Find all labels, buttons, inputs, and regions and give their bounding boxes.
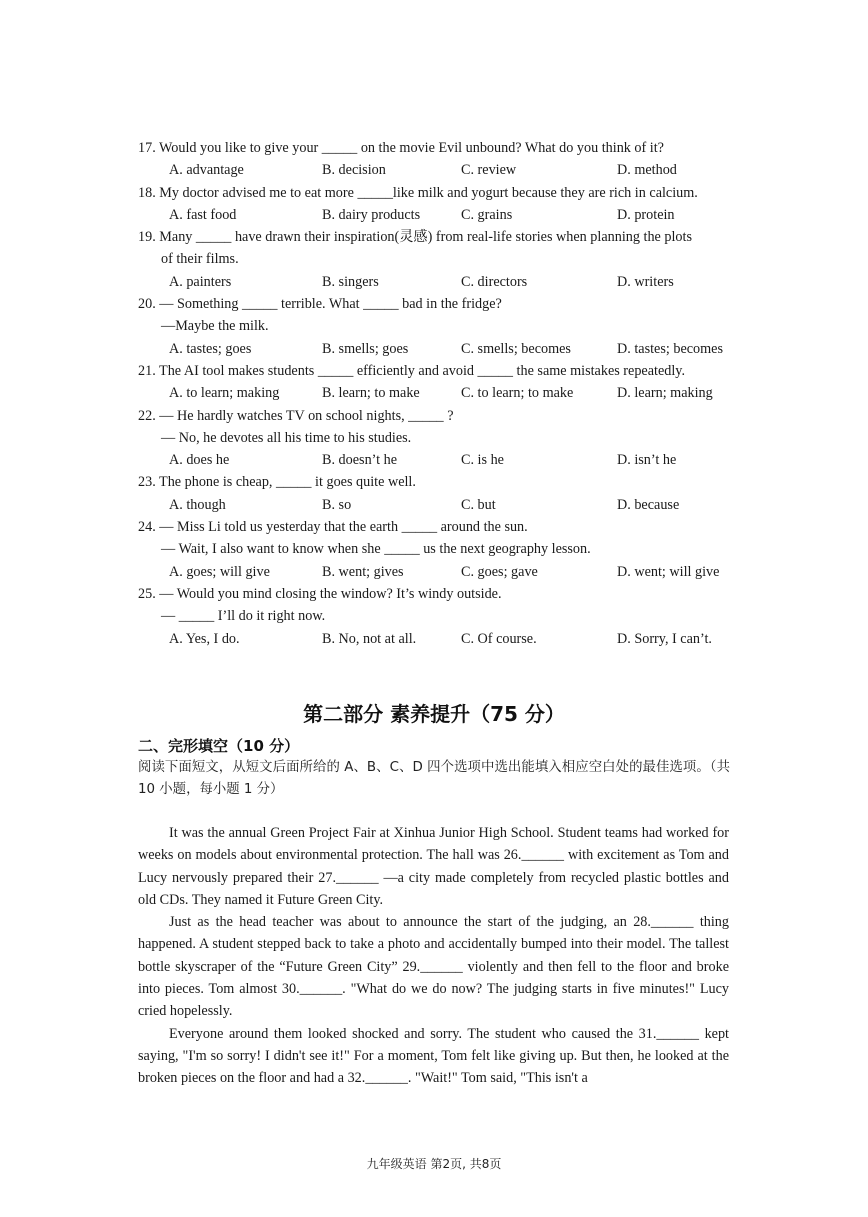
- option-a: A. goes; will give: [169, 563, 270, 580]
- option-d: D. writers: [617, 273, 674, 290]
- option-a: A. advantage: [169, 162, 244, 179]
- option-b: B. learn; to make: [322, 385, 420, 402]
- options-row: [138, 271, 738, 293]
- question-stem: 24. — Miss Li told us yesterday that the earth _____ around the sun.: [138, 519, 528, 536]
- question-stem: 17. Would you like to give your _____ on the movie Evil unbound? What do you think of it?: [138, 140, 664, 156]
- options-row: [138, 449, 738, 471]
- option-c: C. Of course.: [461, 630, 537, 647]
- option-d: D. isn’t he: [617, 452, 677, 469]
- option-b: B. dairy products: [322, 206, 421, 223]
- passage-paragraph-2: Just as the head teacher was about to announce the start of the judging, an 28.______ thing happened. A student stepped back to take a photo and accidentally bumped into their model. The tallest bottle skyscraper of the “Future Green City” 29.______ violently and then fell to the floor and broke into pieces. Tom almost 30.______. "What do we do now? The judging starts in five minutes!" Lucy cried hopelessly.: [138, 914, 729, 1020]
- option-c: C. review: [461, 162, 517, 179]
- option-d: D. tastes; becomes: [617, 340, 723, 357]
- option-d: D. Sorry, I can’t.: [617, 630, 712, 647]
- option-a: A. Yes, I do.: [169, 630, 240, 647]
- options-row: [138, 628, 738, 650]
- question-stem: 18. My doctor advised me to eat more _____like milk and yogurt because they are rich in calcium.: [138, 184, 698, 201]
- option-b: B. No, not at all.: [322, 630, 417, 647]
- options-row: [138, 494, 738, 516]
- question-stem: 22. — He hardly watches TV on school nights, _____ ?: [138, 407, 454, 424]
- option-d: D. protein: [617, 206, 675, 223]
- multiple-choice-section: [138, 137, 738, 650]
- option-d: D. because: [617, 496, 680, 513]
- option-c: C. is he: [461, 452, 504, 469]
- option-a: A. to learn; making: [169, 385, 280, 402]
- question-18: [138, 182, 738, 227]
- question-stem: 23. The phone is cheap, _____ it goes quite well.: [138, 474, 416, 491]
- option-a: A. painters: [169, 273, 232, 290]
- question-stem-continued: — Wait, I also want to know when she _____ us the next geography lesson.: [161, 541, 591, 558]
- option-c: C. to learn; to make: [461, 385, 574, 402]
- option-d: D. learn; making: [617, 385, 713, 402]
- option-b: B. smells; goes: [322, 340, 409, 357]
- options-row: [138, 382, 738, 404]
- option-c: C. grains: [461, 206, 513, 223]
- passage-paragraph-1: It was the annual Green Project Fair at Xinhua Junior High School. Student teams had worked for weeks on models about environmental protection. The hall was 26.______ with excitement as Tom and Lucy nervously prepared their 27.______ —a city made completely from recycled plastic bottles and old CDs. They named it Future Green City.: [138, 825, 729, 908]
- option-b: B. so: [322, 496, 352, 513]
- question-stem: 25. — Would you mind closing the window? It’s windy outside.: [138, 585, 502, 602]
- option-b: B. decision: [322, 162, 386, 179]
- question-19: [138, 226, 738, 293]
- option-c: C. but: [461, 496, 496, 513]
- question-stem: 21. The AI tool makes students _____ efficiently and avoid _____ the same mistakes repeatedly.: [138, 362, 686, 379]
- option-a: A. fast food: [169, 206, 237, 223]
- options-row: [138, 561, 738, 583]
- cloze-passage: [138, 822, 729, 1090]
- option-b: B. doesn’t he: [322, 452, 398, 469]
- options-row: [138, 338, 738, 360]
- question-25: [138, 583, 738, 650]
- option-c: C. directors: [461, 273, 528, 290]
- question-20: [138, 293, 738, 360]
- question-stem-continued: — No, he devotes all his time to his studies.: [161, 429, 412, 446]
- option-b: B. went; gives: [322, 563, 404, 580]
- option-c: C. goes; gave: [461, 563, 538, 580]
- question-24: [138, 516, 738, 583]
- option-b: B. singers: [322, 273, 379, 290]
- options-row: [138, 204, 738, 226]
- section-title: 二、完形填空（10 分）: [138, 737, 300, 755]
- part-title: 第二部分 素养提升（75 分）: [303, 702, 565, 726]
- option-a: A. tastes; goes: [169, 340, 252, 357]
- option-d: D. went; will give: [617, 563, 720, 580]
- option-a: A. though: [169, 496, 226, 513]
- option-d: D. method: [617, 162, 677, 179]
- question-17: [138, 137, 738, 182]
- options-row: [138, 159, 738, 181]
- question-stem: 19. Many _____ have drawn their inspiration(灵感) from real-life stories when planning the plots: [138, 229, 692, 246]
- section-instructions: 阅读下面短文，从短文后面所给的 A、B、C、D 四个选项中选出能填入相应空白处的最佳选项。（共 10 小题，每小题 1 分）: [138, 760, 730, 797]
- question-23: [138, 471, 738, 516]
- option-c: C. smells; becomes: [461, 340, 571, 357]
- option-a: A. does he: [169, 452, 230, 469]
- question-22: [138, 405, 738, 472]
- question-stem-continued: of their films.: [161, 251, 239, 268]
- question-21: [138, 360, 738, 405]
- question-stem-continued: — _____ I’ll do it right now.: [161, 608, 326, 625]
- question-stem: 20. — Something _____ terrible. What _____ bad in the fridge?: [138, 296, 502, 313]
- passage-paragraph-3: Everyone around them looked shocked and sorry. The student who caused the 31.______ kept saying, "I'm so sorry! I didn't see it!" For a moment, Tom felt like giving up. But then, he looked at the broken pieces on the floor and had a 32.______. "Wait!" Tom said, "This isn't a: [138, 1025, 729, 1087]
- page-footer: 九年级英语 第2页, 共8页: [366, 1157, 502, 1171]
- question-stem-continued: —Maybe the milk.: [161, 318, 269, 335]
